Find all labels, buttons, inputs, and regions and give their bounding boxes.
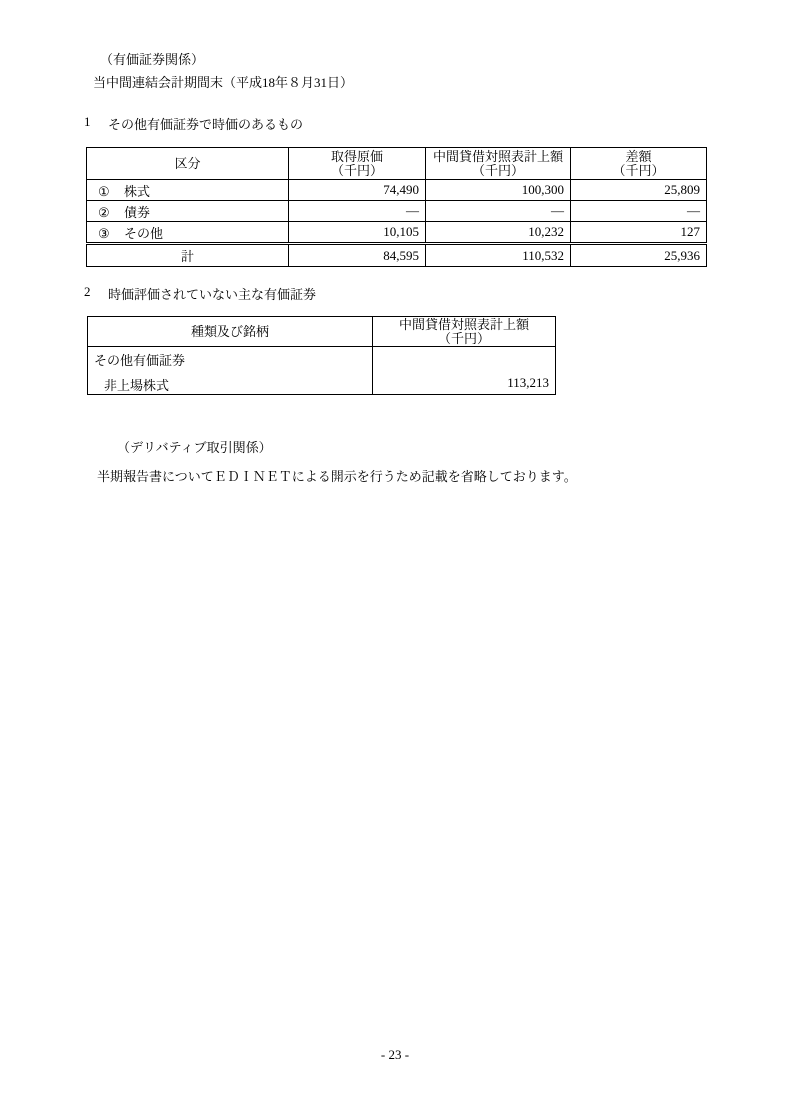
- page-number: - 23 -: [380, 1047, 410, 1062]
- row-circled-number: ②: [98, 204, 110, 220]
- table2-header-kind: 種類及び銘柄: [88, 317, 373, 347]
- table1-header-row: [87, 148, 707, 180]
- row-diff-value: 127: [571, 222, 707, 244]
- table2-header-row: [88, 317, 556, 347]
- section2-heading: [84, 284, 316, 303]
- row-category-cell: [87, 180, 289, 201]
- table1-header-carrying-unit: （千円）: [471, 162, 524, 178]
- table1-header-cost-unit: （千円）: [330, 162, 383, 178]
- section2-title: 時価評価されていない主な有価証券: [108, 287, 317, 302]
- table1-header-carrying: [426, 148, 571, 180]
- table1-header-carrying-label: 中間貸借対照表計上額: [432, 148, 563, 164]
- row-carrying-value: ―: [426, 201, 571, 222]
- section1-title: その他有価証券で時価のあるもの: [108, 117, 304, 132]
- section1-number: 1: [84, 114, 91, 129]
- row-cost-value: 74,490: [289, 180, 426, 201]
- derivatives-note-title: （デリバティブ取引関係）: [117, 440, 272, 455]
- row-circled-number: ①: [98, 183, 110, 199]
- total-carrying-value: 110,532: [426, 244, 571, 267]
- table-row-total: [87, 244, 707, 267]
- table2-header-carrying: [373, 317, 556, 347]
- security-item-label: 非上場株式: [104, 378, 170, 393]
- accounting-period-line: 当中間連結会計期間末（平成18年８月31日）: [93, 75, 354, 90]
- row-category-label: その他: [124, 225, 164, 241]
- row-cost-value: 10,105: [289, 222, 426, 244]
- total-label-cell: 計: [87, 244, 289, 267]
- row-category-cell: [87, 201, 289, 222]
- table2-carrying-value: 113,213: [373, 347, 556, 395]
- table-row-bonds: [87, 201, 707, 222]
- row-category-label: 株式: [124, 183, 151, 199]
- table1-header-diff-unit: （千円）: [612, 162, 665, 178]
- security-group-label: その他有価証券: [94, 353, 186, 368]
- table2-header-carrying-unit: （千円）: [437, 330, 490, 346]
- securities-without-market-value-table: [87, 316, 556, 395]
- row-diff-value: ―: [571, 201, 707, 222]
- row-carrying-value: 100,300: [426, 180, 571, 201]
- row-cost-value: ―: [289, 201, 426, 222]
- row-carrying-value: 10,232: [426, 222, 571, 244]
- table1-header-diff-label: 差額: [625, 148, 652, 164]
- section2-number: 2: [84, 284, 91, 299]
- table2-kind-cell: [88, 347, 373, 395]
- table1-header-category: 区分: [87, 148, 289, 180]
- total-cost-value: 84,595: [289, 244, 426, 267]
- securities-note-title: （有価証券関係）: [100, 52, 205, 67]
- row-circled-number: ③: [98, 225, 110, 241]
- securities-with-market-value-table: [86, 147, 707, 267]
- section1-heading: [84, 114, 303, 133]
- row-category-label: 債券: [124, 204, 151, 220]
- table1-header-cost-label: 取得原価: [330, 148, 383, 164]
- table1-header-diff: [571, 148, 707, 180]
- table1-header-cost: [289, 148, 426, 180]
- table2-body-row: [88, 347, 556, 395]
- table2-header-carrying-label: 中間貸借対照表計上額: [398, 316, 529, 332]
- derivatives-note-body: 半期報告書についてＥＤＩＮＥＴによる開示を行うため記載を省略しております。: [97, 469, 577, 484]
- row-diff-value: 25,809: [571, 180, 707, 201]
- row-category-cell: [87, 222, 289, 244]
- table-row-stocks: [87, 180, 707, 201]
- table-row-other: [87, 222, 707, 244]
- total-diff-value: 25,936: [571, 244, 707, 267]
